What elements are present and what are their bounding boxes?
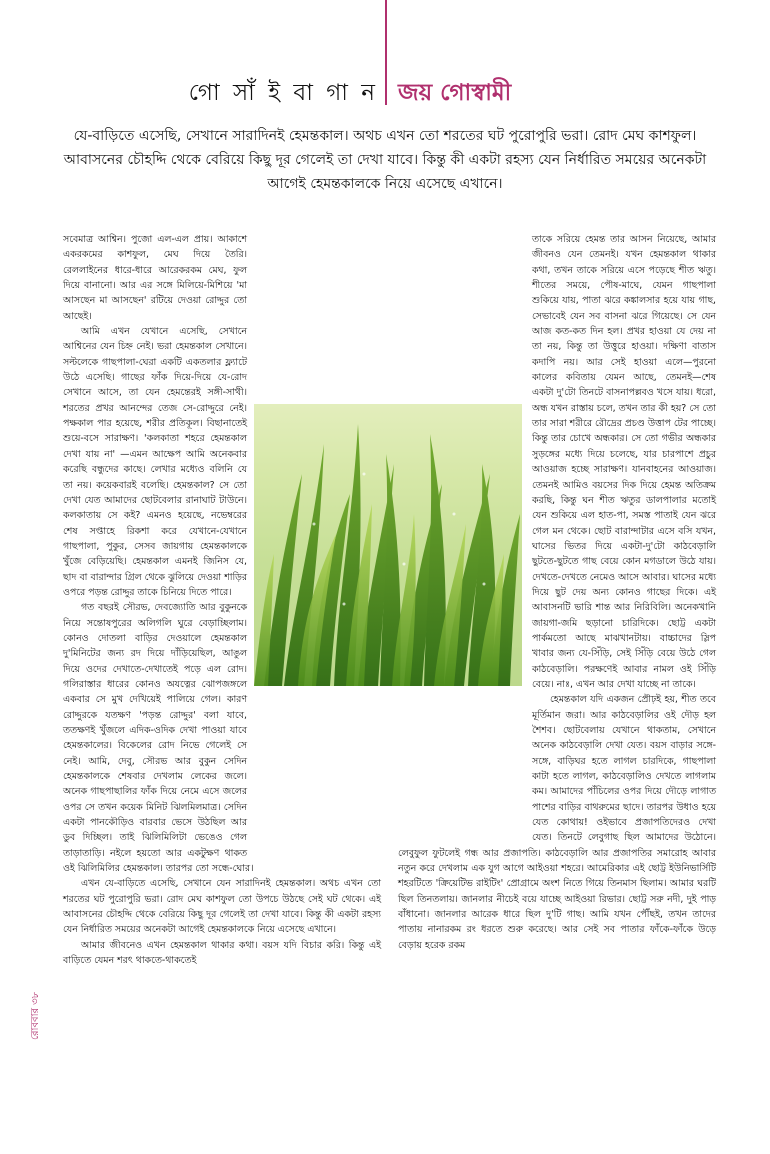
left-paragraph-5: আমার জীবনেও এখন হেমন্তকাল থাকার কথা। বয়স যদি বিচার করি। কিন্তু এই বাড়িতে যেমন শরৎ থাকতে-থাকতেই bbox=[63, 939, 381, 967]
grass-photo bbox=[254, 404, 522, 686]
left-paragraph-4: এখন যে-বাড়িতে এসেছি, সেখানে যেন সারাদিনই হেমন্তকাল। অথচ এখন তো শরতের ঘট পুরোপুরি ভরা। রোদ মেঘ কাশফুল তো উপচে উঠছে সেই ঘট থেকে। এই আবাসনের চৌহদ্দি থেকে বেরিয়ে কিছু দূর গেলেই তা দেখা যাবে। কিন্তু কী একটা রহস্য যেন নির্ধারিত সময়ের অনেকটা আগেই হেমন্তকালকে নিয়ে এসেছে এখানে। bbox=[63, 878, 381, 936]
page-folio: রোববার ৩৮ bbox=[30, 991, 41, 1040]
grass-blades-illustration bbox=[254, 404, 522, 686]
left-paragraph-2: আমি এখন যেখানে এসেছি, সেখানে আশ্বিনের যেন চিহ্ন নেই। ভরা হেমন্তকাল সেখানে। সল্টলেকে গাছপালা-ঘেরা একটি একতলার ফ্ল্যাটে উঠে এসেছি। গাছের ফাঁক দিয়ে-দিয়ে যে-রোদ সেখানে আসে, তা যেন হেমন্তেরই সঙ্গী-সাথী। শরতের প্রখর আনন্দের তেজ সে-রোদ্দুরে নেই। পক্ষকাল পার হয়েছে, শরীর প্রতিকূল। বিছানাতেই শুয়ে-বসে সারাক্ষণ। 'কলকাতা শহরে হেমন্তকাল দেখা যায় না' —এমন আক্ষেপ আমি অনেকবার করেছি বন্ধুদের কাছে। লেখার মধ্যেও বলিনি যে তা নয়। কয়েকবারই বলেছি। হেমন্তকাল? সে তো দেখা যেত আমাদের ছোটবেলার রানাঘাট টাউনে। কলকাতায় সে কই? এমনও হয়েছে, নভেম্বরের শেষ সপ্তাহে রিকশা করে যেখানে-যেখানে গাছপালা, পুকুর, সেসব জায়গায় হেমন্তকালকে খুঁজে বেড়িয়েছি। হেমন্তকাল এমনই জিনিস যে, ছাদ বা বারান্দার গ্রিল থেকে ঝুলিয়ে দেওয়া শাড়ির ওপরে পড়ন্ত রোদ্দুর তাকে চিনিয়ে দিতে পারে। bbox=[63, 326, 247, 598]
author-name: জয় গোস্বামী bbox=[398, 80, 512, 106]
left-paragraph-3: গত বছরই সৌরভ, দেবজ্যোতি আর বুকুনকে নিয়ে সন্তোষপুরের অলিগলি ঘুরে বেড়াচ্ছিলাম। কোনও দোতলা বাড়ির দেওয়ালে হেমন্তকাল দু'মিনিটের জন্য রদ দিয়ে দাঁড়িয়েছিল, আঙুল দিয়ে ওদের দেখাতে-দেখাতেই পড়ে এল রোদ। গলিরাস্তার ধারের কোনও অযত্নের ঝোপজঙ্গলে একবার সে মুখ দেখিয়েই পালিয়ে গেল। কারণ রোদ্দুরকে যতক্ষণ 'পড়ন্ত রোদ্দুর' বলা যাবে, ততক্ষণই খুঁজলে এদিক-ওদিক দেখা পাওয়া যাবে হেমন্তকালের। বিকেলের রোদ নিভে গেলেই সে নেই। আমি, দেবু, সৌরভ আর বুকুন সেদিন হেমন্তকালকে শেষবার দেখলাম লেকের জলে। অনেক গাছপাছালির ফাঁক দিয়ে নেমে এসে জলের ওপর সে তখন কয়েক মিনিট ঝিলমিলমাত্র। সেদিন একটা পানকৌড়িও বারবার ভেসে উঠছিল আর ডুব দিচ্ছিল। তাই ঝিলিমিলিটা ভেঙেও গেল তাড়াতাড়ি। নইলে হয়তো আর একটুক্ষণ থাকত ওই ঝিলিমিলির হেমন্তকাল। তারপর তো সন্ধে-ঘোর। bbox=[63, 602, 254, 875]
article-header bbox=[0, 74, 770, 110]
column-title: গো সাঁ ই বা গা ন bbox=[188, 80, 378, 106]
right-paragraph-1: তাকে সরিয়ে হেমন্ত তার আসন নিয়েছে, আমার জীবনও যেন তেমনই। যখন হেমন্তকাল থাকার কথা, তখন তাকে সরিয়ে এসে পড়েছে শীত ঋতু। শীতের সময়ে, পৌষ-মাঘে, যেমন গাছপালা শুকিয়ে যায়, পাতা ঝরে কঙ্কালসার হয়ে যায় গাছ, সেভাবেই যেন সব বাসনা ঝরে গিয়েছে। সে যেন আজ কত-কত দিন হল। প্রখর হাওয়া যে দেয় না তা নয়, কিন্তু তা উত্তুরে হাওয়া। দক্ষিণা বাতাস কদাপি নয়। আর সেই হাওয়া এলে—পুরনো কালের কবিতায় যেমন আছে, তেমনই—শেষ একটা দু'টো তিনটে বাসনাপল্লবও খসে যায়। ধরো, অন্ধ যখন রাস্তায় চলে, তখন তার কী হয়? সে তো তার সারা শরীরে রৌদ্রের প্রচণ্ড উত্তাপ টের পাচ্ছে। কিন্তু তার চোখে অন্ধকার। সে তো গভীর অন্ধকার সুড়ঙ্গের মধ্যে দিয়ে চলেছে, যার চারপাশে প্রচুর আওয়াজ হচ্ছে সারাক্ষণ। যানবাহনের আওয়াজ। তেমনই আমিও বয়সের দিক দিয়ে হেমন্ত অতিক্রম করছি, কিন্তু ঘন শীত ঋতুর ডালপালার মতোই যেন শুকিয়ে এল হাত-পা, সমস্ত পাতাই যেন ঝরে গেল মন থেকে। ছোট বারান্দাটার এসে বসি যখন, ঘাসের ভিতর দিয়ে একটা-দু'টো কাঠবেড়ালি ছুটতে-ছুটতে গাছ বেয়ে কোন মগডালে উঠে যায়। দেখতে-দেখতে নেমেও আসে আবার। ঘাসের মধ্যে দিয়ে ছুট দেয় অন্য কোনও গাছের দিকে। এই আবাসনটি ভারি শান্ত আর নিরিবিলি। অনেকখানি জায়গা-জমি ছড়ানো চারিদিকে। ছোট্ট একটা পার্কমতো আছে মাঝখানটায়। বাচ্চাদের স্লিপ খাবার জন্য যে-সিঁড়ি, সেই সিঁড়ি বেয়ে উঠে গেল কাঠবেড়ালি। পরক্ষণেই আবার নামল ওই সিঁড়ি বেয়ে। নাঃ, এখন আর দেখা যাচ্ছে না তাকে। bbox=[532, 234, 716, 690]
right-paragraph-2: হেমন্তকাল যদি একজন প্রৌঢ়ই হয়, শীত তবে মূর্তিমান জরা। আর কাঠবেড়ালির ওই দৌড় হল শৈশব। ছোটবেলায় যেখানে থাকতাম, সেখানে অনেক কাঠবেড়ালি দেখা যেত। বয়স বাড়ার সঙ্গে-সঙ্গে, বাড়িঘর হতে লাগল চারদিকে, গাছপালা কাটা হতে লাগল, কাঠবেড়ালিও দেখতে লাগলাম কম। আমাদের পাঁচিলের ওপর দিয়ে দৌড়ে লাগাত পাশের বাড়ির বাথরুমের ছাদে। তারপর উধাও হয়ে যেত কোথায়! ওইভাবে প্রজাপতিদেরও দেখা যেত। তিনটে লেবুগাছ ছিল আমাদের উঠোনে। লেবুফুল ফুটলেই গন্ধ আর প্রজাপতি। কাঠবেড়ালি আর প্রজাপতির সমারোহ আবার নতুন করে দেখলাম এক যুগ আগে আইওয়া শহরে। আমেরিকার এই ছোট্ট ইউনিভার্সিটি শহরটিতে 'ক্রিয়েটিভ রাইটিং' প্রোগ্রামে অংশ নিতে গিয়ে তিনমাস ছিলাম। আমার ঘরটি ছিল তিনতলায়। জানলার নীচেই বয়ে যাচ্ছে আইওয়া রিভার। ছোট্ট সরু নদী, দুই পাড় বাঁধানো। জানলার আরেক ধারে ছিল দু'টি গাছ। আমি যখন পৌঁছই, তখন তাদের পাতায় নানারকম রং ধরতে শুরু করেছে। আর সেই সব পাতার ফাঁকে-ফাঁকে উড়ে বেড়ায় হরেক রকম bbox=[398, 694, 716, 951]
left-paragraph-1: সবেমাত্র আশ্বিন। পুজো এল-এল প্রায়। আকাশে একরকমের কাশফুল, মেঘ দিয়ে তৈরি। রেললাইনের ধারে-ধারে আরেকরকম মেঘ, ফুল দিয়ে বানানো। আর এর সঙ্গে মিলিয়ে-মিশিয়ে 'মা আসছেন মা আসছেন' রটিয়ে দেওয়া রোদ্দুর তো আছেই। bbox=[63, 234, 247, 322]
lead-paragraph: যে-বাড়িতে এসেছি, সেখানে সারাদিনই হেমন্তকাল। অথচ এখন তো শরতের ঘট পুরোপুরি ভরা। রোদ মেঘ কাশফুল। আবাসনের চৌহদ্দি থেকে বেরিয়ে কিছু দূর গেলেই তা দেখা যাবে। কিন্তু কী একটা রহস্য যেন নির্ধারিত সময়ের অনেকটা আগেই হেমন্তকালকে নিয়ে এসেছে এখানে। bbox=[63, 128, 707, 192]
